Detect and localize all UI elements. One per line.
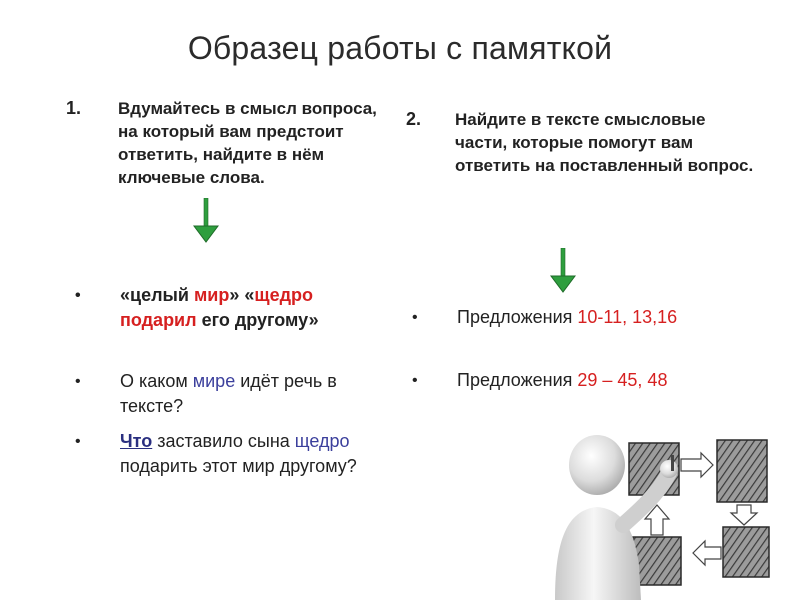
- list-item: • Предложения 10-11, 13,16: [457, 305, 757, 330]
- page-title: Образец работы с памяткой: [187, 30, 613, 66]
- list-item: • Предложения 29 – 45, 48: [457, 368, 757, 393]
- person-flowchart-illustration: [545, 425, 785, 600]
- arrow-down-icon: [550, 248, 576, 294]
- list-item: • «целый мир» «щедро подарил его другому»: [120, 283, 380, 333]
- step1-number: 1.: [66, 98, 82, 118]
- arrow-down-icon: [193, 198, 219, 244]
- list-item: • Что заставило сына щедро подарить этот мир другому?: [120, 429, 400, 479]
- list-item: • О каком мире идёт речь в тексте?: [120, 369, 375, 419]
- step1-text: Вдумайтесь в смысл вопроса, на который вам предстоит ответить, найдите в нём ключевые слова.: [118, 99, 377, 187]
- step2-number: 2.: [406, 109, 422, 129]
- step2-text: Найдите в тексте смысловые части, которые помогут вам ответить на поставленный вопрос.: [455, 110, 754, 175]
